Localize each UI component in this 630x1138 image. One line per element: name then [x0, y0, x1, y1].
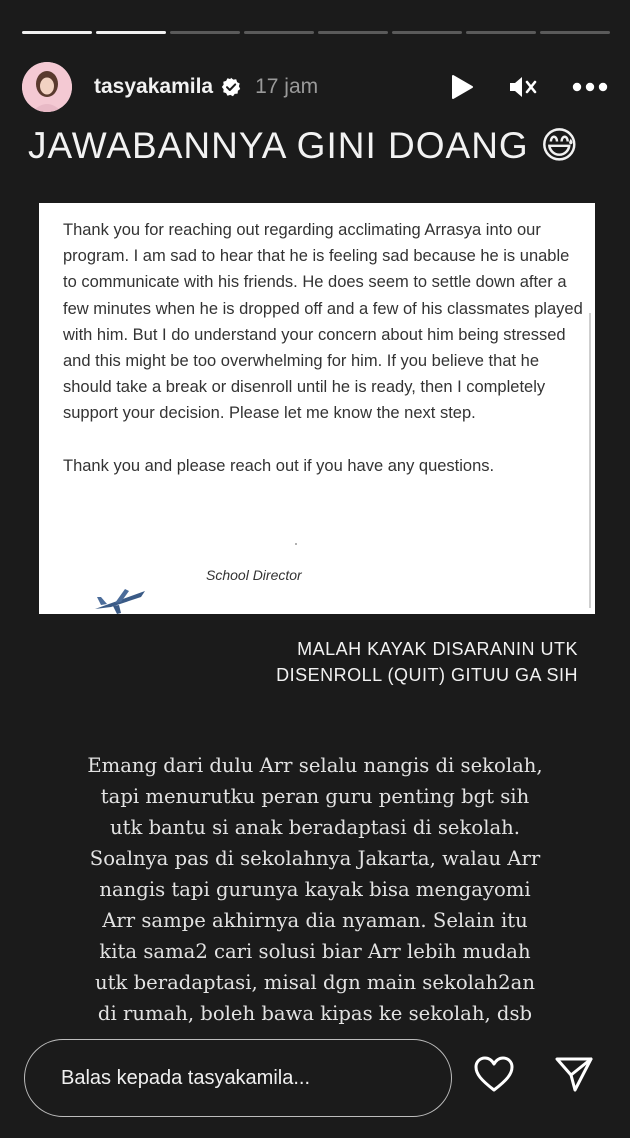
story-text-line: Arr sampe akhirnya dia nyaman. Selain itu [102, 909, 528, 932]
progress-segment [392, 31, 462, 34]
story-body-text [40, 750, 590, 1029]
progress-segment [170, 31, 240, 34]
story-text-line: tapi menurutku peran guru penting bgt sih [100, 785, 530, 808]
heart-icon [473, 1055, 515, 1093]
mute-button[interactable] [508, 74, 538, 100]
reply-input[interactable] [24, 1039, 452, 1117]
story-progress-bar [22, 31, 610, 35]
story-text-line: nangis tapi gurunya kayak bisa mengayomi [99, 878, 531, 901]
headline-text: JAWABANNYA GINI DOANG [28, 125, 529, 166]
email-paragraph: Thank you and please reach out if you have any questions. [63, 456, 495, 475]
like-button[interactable] [472, 1052, 516, 1096]
story-headline [28, 124, 580, 167]
verified-badge-icon [221, 77, 241, 97]
progress-segment [244, 31, 314, 34]
avatar[interactable] [22, 62, 72, 112]
email-signature: School Director [206, 567, 302, 583]
progress-segment [96, 31, 166, 34]
email-body [63, 217, 583, 505]
progress-segment [466, 31, 536, 34]
post-time: 17 jam [255, 75, 319, 98]
airplane-logo-icon [91, 585, 149, 615]
progress-segment [22, 31, 92, 34]
story-text-line: kita sama2 cari solusi biar Arr lebih mudah [99, 940, 531, 963]
story-caption [276, 636, 578, 688]
more-options-button[interactable] [572, 82, 608, 92]
reply-placeholder: Balas kepada tasyakamila... [61, 1066, 311, 1089]
caption-line: DISENROLL (QUIT) GITUU GA SIH [276, 665, 578, 685]
more-icon [572, 82, 608, 92]
send-icon [554, 1054, 594, 1094]
username[interactable]: tasyakamila [94, 75, 214, 98]
story-text-line: Emang dari dulu Arr selalu nangis di sekolah, [87, 754, 543, 777]
story-text-line: utk bantu si anak beradaptasi di sekolah. [109, 816, 520, 839]
signature-mark [295, 543, 297, 545]
caption-line: MALAH KAYAK DISARANIN UTK [297, 639, 578, 659]
email-scrollbar [589, 313, 591, 608]
progress-segment [318, 31, 388, 34]
progress-segment [540, 31, 610, 34]
email-screenshot [39, 203, 595, 614]
email-paragraph: Thank you for reaching out regarding acclimating Arrasya into our program. I am sad to hear that he is feeling sad because he is unable to communicate with his friends. He does seem to settle down after a few minutes when he is dropped off and a few of his classmates played with him. But I do understand your concern about him being stressed and this might be too overwhelming for him. If you believe that he should take a break or disenroll until he is ready, then I completely support your decision. Please let me know the next step. [63, 221, 583, 423]
share-button[interactable] [552, 1052, 596, 1096]
story-text-line: Soalnya pas di sekolahnya Jakarta, walau Arr [89, 847, 541, 870]
story-header [22, 62, 608, 112]
mute-icon [508, 74, 538, 100]
play-button[interactable] [450, 74, 474, 100]
story-text-line: utk beradaptasi, misal dgn main sekolah2an [95, 971, 535, 994]
story-text-line: di rumah, boleh bawa kipas ke sekolah, dsb [97, 1002, 533, 1025]
sweat-smile-emoji: 😅 [539, 125, 580, 166]
play-icon [450, 74, 474, 100]
